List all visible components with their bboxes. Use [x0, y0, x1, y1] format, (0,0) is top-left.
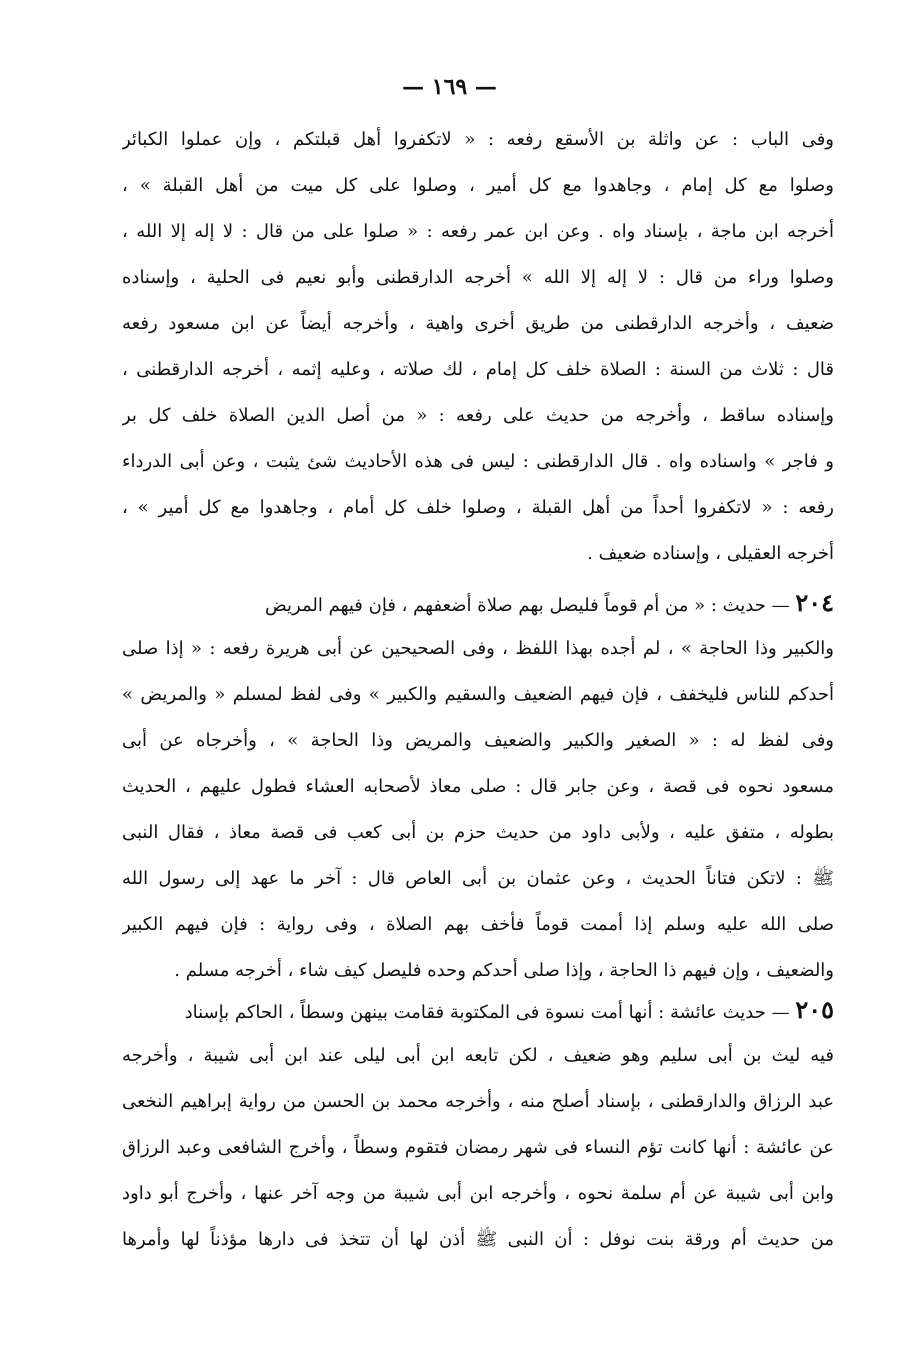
text-line: وفى لفظ له : « الصغير والكبير والضعيف والمريض وذا الحاجة » ، وأخرجاه عن أبى	[122, 730, 834, 751]
text-line: وابن أبى شيبة عن أم سلمة نحوه ، وأخرجه ابن أبى شيبة من وجه آخر عنها ، وأخرج أبو داود	[122, 1183, 834, 1204]
text-line: أخرجه العقيلى ، وإسناده ضعيف .	[587, 543, 834, 564]
text-line: من حديث أم ورقة بنت نوفل : أن النبى ﷺ أذن لها أن تتخذ فى دارها مؤذناً لها وأمرها	[122, 1229, 834, 1250]
text-line-content: — حديث عائشة : أنها أمت نسوة فى المكتوبة فقامت بينهن وسطاً ، الحاكم بإسناد	[184, 1002, 790, 1023]
paragraph-hadith-205	[122, 987, 834, 1263]
text-line: مسعود نحوه فى قصة ، وعن جابر قال : صلى معاذ لأصحابه العشاء فطول عليهم ، الحديث	[122, 776, 834, 797]
text-line: و فاجر » واسناده واه . قال الدارقطنى : ليس فى هذه الأحاديث شئ يثبت ، وعن أبى الدرداء	[122, 451, 834, 472]
text-line: صلى الله عليه وسلم إذا أممت قوماً فأخف بهم الصلاة ، وفى رواية : فإن فيهم الكبير	[122, 914, 834, 935]
text-line: ضعيف ، وأخرجه الدارقطنى من طريق أخرى واهية ، وأخرجه أيضاً عن ابن مسعود رفعه	[122, 313, 834, 334]
hadith-number: ٢٠٥	[795, 995, 834, 1024]
text-line	[122, 580, 834, 626]
text-line: وصلوا وراء من قال : لا إله إلا الله » أخرجه الدارقطنى وأبو نعيم فى الحلية ، وإسناده	[122, 267, 834, 288]
paragraph-chapter-hadiths	[122, 117, 834, 577]
text-line: بطوله ، متفق عليه ، ولأبى داود من حديث حزم بن أبى كعب فى قصة معاذ ، فقال النبى	[122, 822, 834, 843]
text-line: وإسناده ساقط ، وأخرجه من حديث على رفعه : « من أصل الدين الصلاة خلف كل بر	[122, 405, 834, 426]
text-line: أحدكم للناس فليخفف ، فإن فيهم الضعيف والسقيم والكبير » وفى لفظ لمسلم « والمريض »	[122, 684, 834, 705]
paragraph-hadith-204	[122, 580, 834, 994]
text-line	[122, 987, 834, 1033]
page-number: — ١٦٩ —	[402, 74, 497, 100]
hadith-number: ٢٠٤	[795, 588, 834, 617]
text-line: والضعيف ، وإن فيهم ذا الحاجة ، وإذا صلى أحدكم وحده فليصل كيف شاء ، أخرجه مسلم .	[174, 960, 834, 981]
text-line: فيه ليث بن أبى سليم وهو ضعيف ، لكن تابعه ابن أبى ليلى عند ابن أبى شيبة ، وأخرجه	[122, 1045, 834, 1066]
text-line: أخرجه ابن ماجة ، بإسناد واه . وعن ابن عمر رفعه : « صلوا على من قال : لا إله إلا الله ،	[122, 221, 834, 242]
text-line: ﷺ : لاتكن فتاناً الحديث ، وعن عثمان بن أبى العاص قال : آخر ما عهد إلى رسول الله	[122, 868, 834, 889]
text-line: والكبير وذا الحاجة » ، لم أجده بهذا اللفظ ، وفى الصحيحين عن أبى هريرة رفعه : « إذا صلى	[122, 638, 834, 659]
text-line: رفعه : « لاتكفروا أحداً من أهل القبلة ، وصلوا خلف كل أمام ، وجاهدوا مع كل أمير » ،	[122, 497, 834, 518]
text-line: وصلوا مع كل إمام ، وجاهدوا مع كل أمير ، وصلوا على كل ميت من أهل القبلة » ،	[122, 175, 834, 196]
text-line: عبد الرزاق والدارقطنى ، بإسناد أصلح منه ، وأخرجه محمد بن الحسن من رواية إبراهيم النخعى	[122, 1091, 834, 1112]
text-line: قال : ثلاث من السنة : الصلاة خلف كل إمام ، لك صلاته ، وعليه إثمه ، أخرجه الدارقطنى ،	[122, 359, 834, 380]
text-line-content: — حديث : « من أم قوماً فليصل بهم صلاة أضعفهم ، فإن فيهم المريض	[264, 595, 790, 616]
text-line: وفى الباب : عن واثلة بن الأسقع رفعه : « لاتكفروا أهل قبلتكم ، وإن عملوا الكبائر	[122, 129, 834, 150]
text-line: عن عائشة : أنها كانت تؤم النساء فى شهر رمضان فتقوم وسطاً ، وأخرج الشافعى وعبد الرزاق	[122, 1137, 834, 1158]
